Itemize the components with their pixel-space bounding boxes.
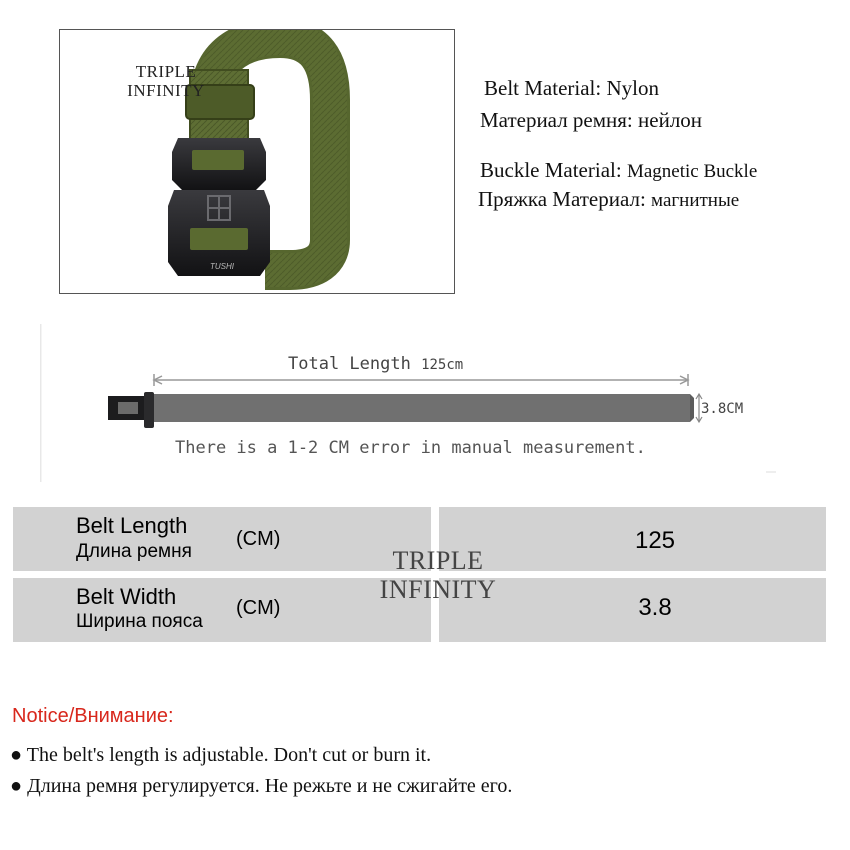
photo-watermark	[116, 62, 216, 100]
buckle-brand-label: TUSHI	[210, 262, 234, 271]
belt-width-value: 3.8	[638, 594, 672, 621]
belt-width-label: Belt Width	[76, 584, 177, 609]
belt-length-value: 125	[634, 527, 676, 554]
product-photo	[59, 29, 455, 294]
size-table	[13, 507, 826, 642]
belt-material-en: Belt Material: Nylon	[484, 76, 659, 100]
measurement-diagram	[40, 322, 776, 482]
error-note: There is a 1-2 CM error in manual measurement.	[175, 438, 646, 458]
bullet-icon: ●	[10, 744, 23, 766]
width-value-label: 3.8CM	[701, 401, 744, 417]
belt-width-label-ru: Ширина пояса	[76, 611, 203, 632]
photo-watermark-line1: TRIPLE	[135, 62, 197, 81]
belt-diagram	[40, 322, 776, 482]
total-length-label: Total Length 125cm	[288, 354, 464, 374]
table-watermark-line1: TRIPLE	[392, 546, 484, 575]
buckle-material-ru: Пряжка Материал: магнитные	[478, 187, 740, 211]
notice-item: ● The belt's length is adjustable. Don't cut or burn it.	[10, 744, 432, 766]
bullet-icon: ●	[10, 775, 23, 797]
notice-item: ● Длина ремня регулируется. Не режьте и не сжигайте его.	[10, 775, 513, 797]
total-length-value: 125cm	[421, 357, 464, 373]
table-watermark-line2: INFINITY	[379, 575, 497, 604]
belt-length-label-ru: Длина ремня	[76, 541, 192, 562]
belt-length-unit: (CM)	[236, 528, 281, 550]
photo-watermark-line2: INFINITY	[127, 81, 205, 100]
buckle-material-en: Buckle Material: Magnetic Buckle	[480, 158, 758, 182]
notice-title: Notice/Внимание:	[12, 705, 174, 727]
belt-length-label: Belt Length	[76, 513, 188, 538]
belt-width-unit: (CM)	[236, 597, 281, 619]
belt-material-ru: Материал ремня: нейлон	[480, 108, 703, 132]
table-watermark	[358, 546, 518, 604]
